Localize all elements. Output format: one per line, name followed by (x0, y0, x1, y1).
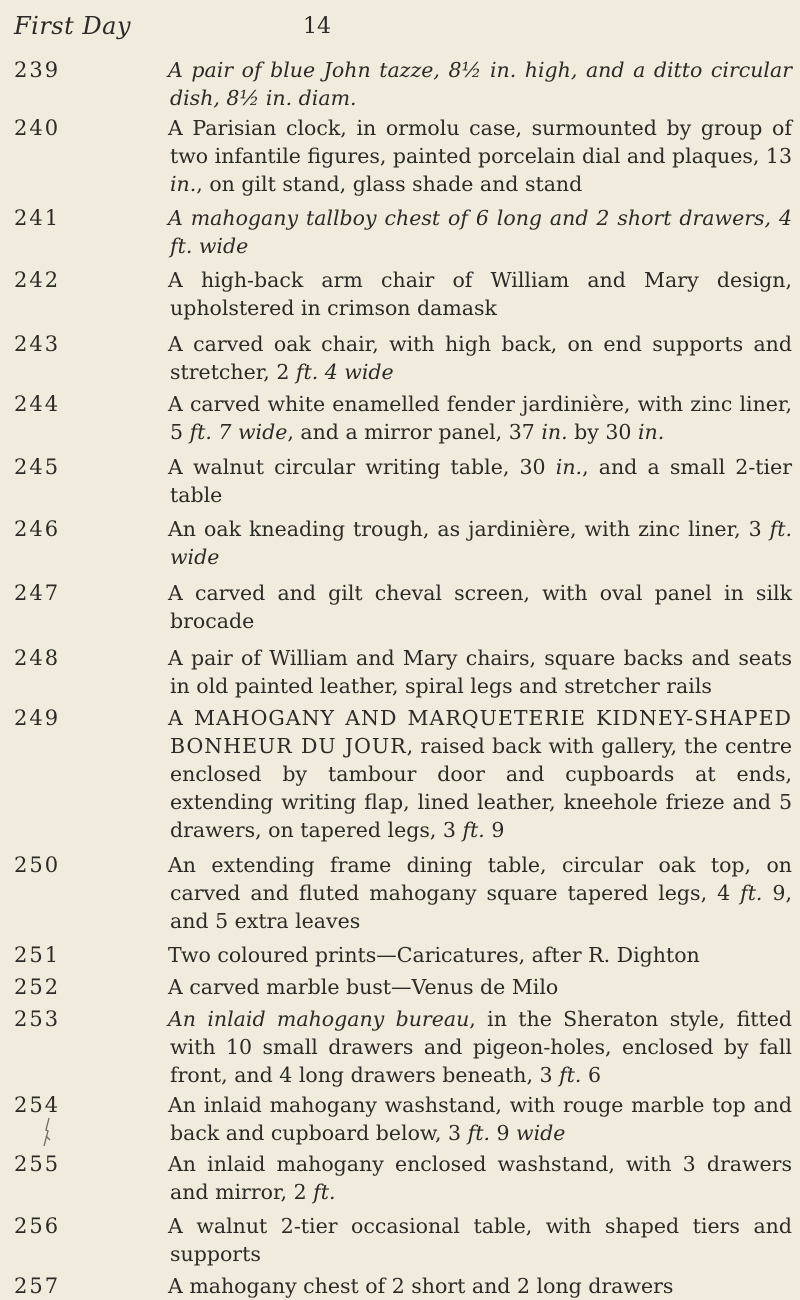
lot-description-fragment: ½ (239, 86, 260, 110)
lot-entry (0, 330, 800, 386)
lot-description-fragment: A pair of blue John tazze, 8 (168, 58, 462, 82)
lot-description-fragment: An oak kneading trough, as jardinière, with zinc liner, 3 (168, 517, 770, 541)
lot-entry (0, 644, 800, 700)
lot-description-fragment: , in the Sheraton style, fitted with 10 small drawers and pigeon-holes, enclosed by fall front, and 4 long drawers beneath, 3 (170, 1007, 792, 1087)
lot-entry (0, 114, 800, 198)
lot-description-fragment: by 30 (567, 420, 638, 444)
lot-entry (0, 1150, 800, 1206)
lot-entry (0, 266, 800, 322)
lot-number: 244 (14, 392, 61, 416)
lot-description-fragment: ft. (462, 818, 485, 842)
lot-description-fragment: ft. (313, 1180, 336, 1204)
lot-description-fragment: , and a mirror panel, 37 (287, 420, 542, 444)
lot-description-fragment: in. (541, 420, 568, 444)
page-header (0, 12, 800, 46)
lot-description (170, 204, 792, 260)
lot-description-fragment: in. (637, 420, 665, 444)
lot-description (170, 644, 792, 700)
lot-description (170, 1150, 792, 1206)
lot-description-fragment: in. (555, 455, 583, 479)
lot-description-fragment: A walnut circular writing table, 30 (168, 455, 556, 479)
lot-description-fragment: in. high, and a ditto circular dish, 8 (170, 58, 793, 110)
lot-description-fragment: An inlaid mahogany bureau (168, 1007, 470, 1031)
lot-description-fragment: in. (170, 172, 197, 196)
lot-description (170, 704, 792, 844)
lot-entry (0, 1091, 800, 1147)
lot-description-fragment: A carved marble bust—Venus de Milo (168, 975, 559, 999)
pencil-mark-icon (40, 1116, 54, 1156)
lot-description (170, 330, 792, 386)
lot-entry (0, 204, 800, 260)
lot-description-fragment: An extending frame dining table, circular oak top, on carved and fluted mahogany square tapered legs, 4 (168, 853, 792, 905)
lot-entry (0, 453, 800, 509)
lot-description-fragment: A high-back arm chair of William and Mary design, upholstered in crimson damask (168, 268, 792, 320)
lot-description-fragment: A carved and gilt cheval screen, with oval panel in silk brocade (168, 581, 792, 633)
lot-description-fragment: ft. wide (170, 517, 792, 569)
lot-number: 246 (14, 517, 61, 541)
lot-number: 257 (14, 1274, 61, 1298)
lot-description-fragment: 9 (489, 1121, 517, 1145)
lot-description-fragment: , on gilt stand, glass shade and stand (196, 172, 583, 196)
lot-description-fragment: A pair of William and Mary chairs, square backs and seats in old painted leather, spiral legs and stretcher rails (168, 646, 792, 698)
lot-number: 254 (14, 1093, 61, 1117)
section-title: First Day (14, 12, 131, 40)
lot-entry (0, 851, 800, 935)
lot-entry (0, 1212, 800, 1268)
lot-number: 247 (14, 581, 61, 605)
lot-description-fragment: , raised back with gallery, the centre enclosed by tambour door and cupboards at ends, extending writing flap, lined leather, kneehole frieze and 5 drawers, on tapered legs, 3 (170, 734, 792, 842)
lot-entry (0, 1272, 800, 1300)
lot-description-fragment: ft. (467, 1121, 490, 1145)
lot-description (170, 941, 792, 969)
lot-description (170, 453, 792, 509)
lot-description (170, 1005, 792, 1089)
lot-description (170, 1091, 792, 1147)
lot-description-fragment: A walnut 2-tier occasional table, with shaped tiers and supports (168, 1214, 792, 1266)
lot-description-fragment: 9 (484, 818, 505, 842)
lot-description-fragment: A MAHOGANY AND MARQUETERIE KIDNEY-SHAPED BONHEUR DU JOUR (168, 706, 792, 758)
page-number: 14 (303, 14, 331, 39)
lot-number: 251 (14, 943, 61, 967)
lot-description-fragment: A carved white enamelled fender jardinière, with zinc liner, 5 (168, 392, 792, 444)
lot-description-fragment: A Parisian clock, in ormolu case, surmounted by group of two infantile figures, painted porcelain dial and plaques, 13 (168, 116, 792, 168)
lot-description-fragment: ½ (461, 58, 482, 82)
lot-entry (0, 704, 800, 844)
lot-description-fragment: An inlaid mahogany washstand, with rouge marble top and back and cupboard below, 3 (168, 1093, 792, 1145)
lot-number: 245 (14, 455, 61, 479)
lot-description (170, 114, 792, 198)
lot-description (170, 56, 792, 112)
lot-description-fragment: 6 (581, 1063, 601, 1087)
lot-number: 249 (14, 706, 61, 730)
lot-description-fragment: A carved oak chair, with high back, on end supports and stretcher, 2 (168, 332, 792, 384)
lot-number: 243 (14, 332, 61, 356)
lot-description-fragment: ft. 7 wide (189, 420, 288, 444)
lot-description-fragment: Two coloured prints—Caricatures, after R. Dighton (168, 943, 700, 967)
lot-number: 239 (14, 58, 61, 82)
lot-entry (0, 941, 800, 969)
lot-number: 241 (14, 206, 61, 230)
lot-description-fragment: , and a small 2-tier table (170, 455, 793, 507)
lot-description (170, 1212, 792, 1268)
lot-entry (0, 56, 800, 112)
lot-number: 250 (14, 853, 61, 877)
lot-number: 240 (14, 116, 61, 140)
lot-entry (0, 579, 800, 635)
lot-list (0, 56, 800, 1300)
lot-number: 248 (14, 646, 61, 670)
lot-number: 256 (14, 1214, 61, 1238)
lot-description-fragment: ft. 4 wide (295, 360, 394, 384)
lot-description (170, 515, 792, 571)
lot-number: 255 (14, 1152, 61, 1176)
lot-description-fragment: 9, and 5 extra leaves (170, 881, 792, 933)
lot-description (170, 390, 792, 446)
lot-description-fragment: A mahogany chest of 2 short and 2 long drawers (168, 1274, 674, 1298)
lot-description (170, 973, 792, 1001)
lot-entry (0, 515, 800, 571)
lot-entry (0, 973, 800, 1001)
lot-description-fragment: wide (516, 1121, 566, 1145)
lot-description (170, 266, 792, 322)
lot-description (170, 1272, 792, 1300)
lot-description-fragment: ft. (559, 1063, 582, 1087)
lot-number: 253 (14, 1007, 61, 1031)
lot-entry (0, 390, 800, 446)
lot-entry (0, 1005, 800, 1089)
lot-description-fragment: An inlaid mahogany enclosed washstand, with 3 drawers and mirror, 2 (168, 1152, 792, 1204)
lot-description-fragment: A mahogany tallboy chest of 6 long and 2 short drawers, 4 ft. wide (168, 206, 792, 258)
lot-number: 242 (14, 268, 61, 292)
lot-description-fragment: ft. (740, 881, 763, 905)
lot-description-fragment: in. diam. (259, 86, 357, 110)
lot-number: 252 (14, 975, 61, 999)
lot-description (170, 851, 792, 935)
lot-description (170, 579, 792, 635)
